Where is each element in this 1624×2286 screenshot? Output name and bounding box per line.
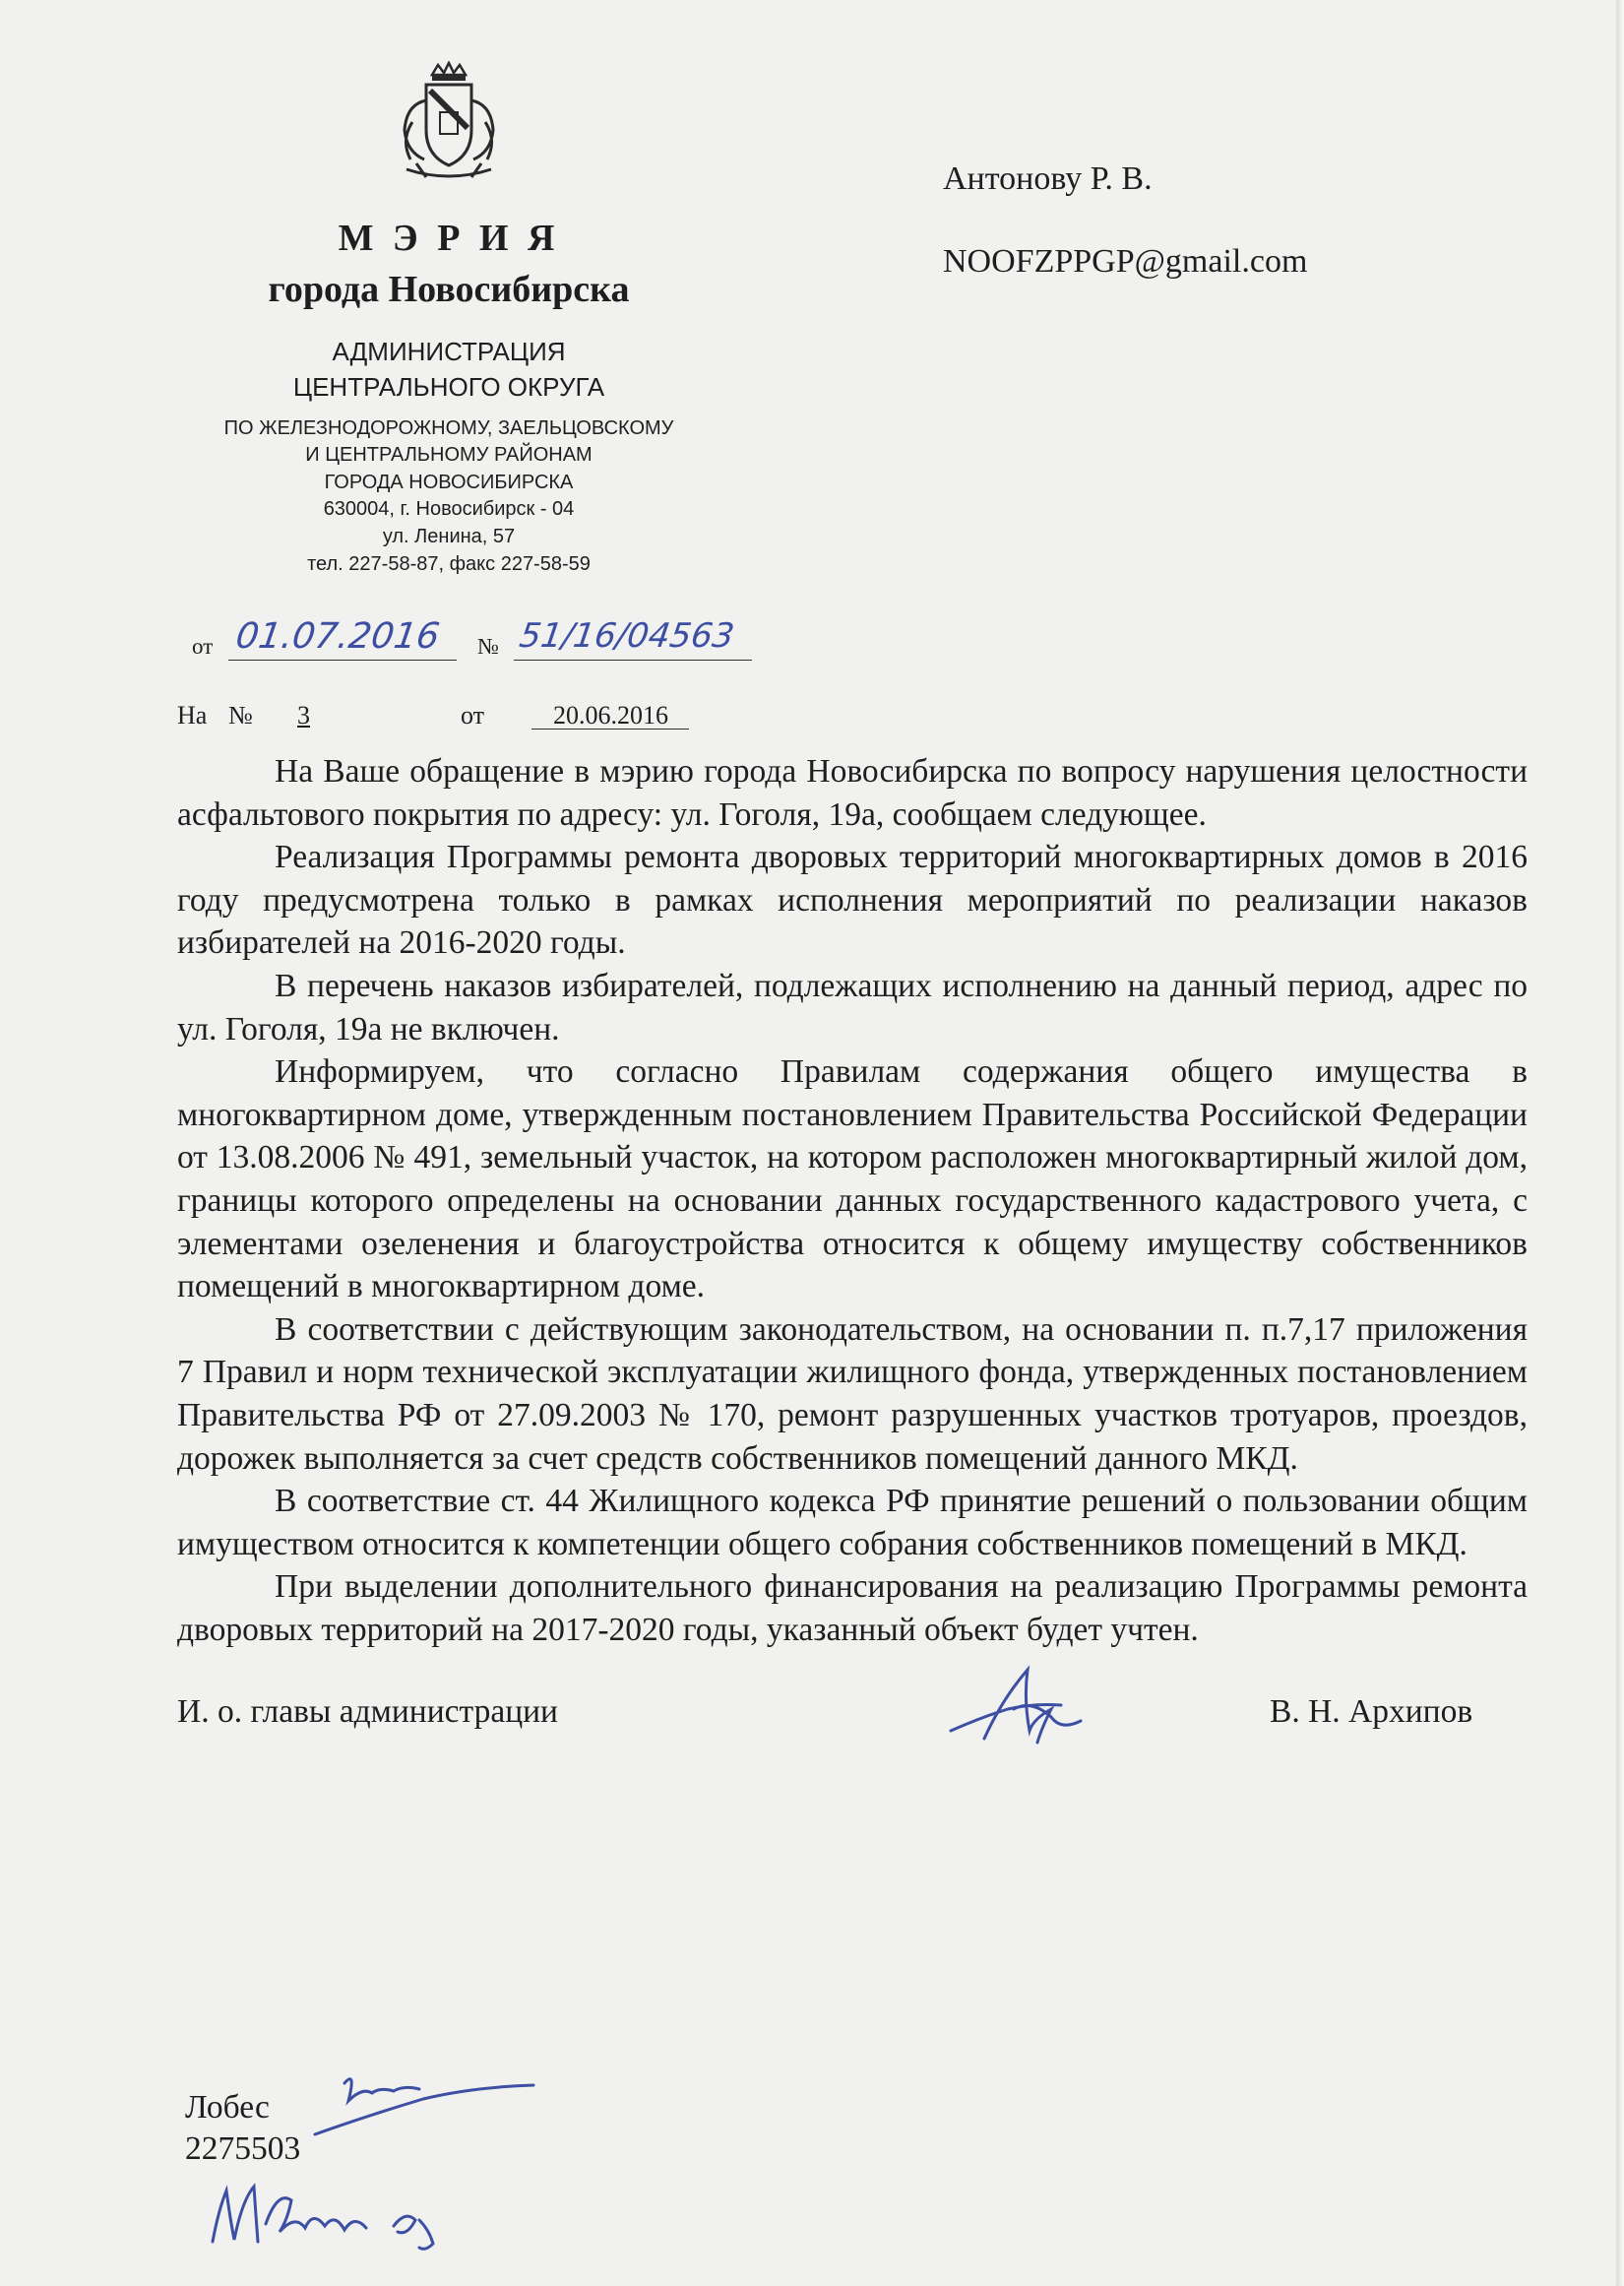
reference-label: На [177,701,208,730]
signer-name: В. Н. Архипов [1270,1693,1473,1730]
admin-title-line4: И ЦЕНТРАЛЬНОМУ РАЙОНАМ [305,444,593,466]
contacts-line: тел. 227-58-87, факс 227-58-59 [307,553,591,575]
reference-date: 20.06.2016 [553,701,668,730]
recipient-email: NOOFZPPGP@gmail.com [943,243,1308,280]
outgoing-number-handwritten: 51/16/04563 [517,616,737,656]
outgoing-date-label: от [192,634,214,659]
outgoing-number-label: № [477,634,499,659]
outgoing-date-field [228,660,457,661]
admin-title-line2: ЦЕНТРАЛЬНОГО ОКРУГА [292,372,605,402]
executor-name: Лобес [185,2089,270,2126]
reference-date-label: от [461,701,485,730]
body-paragraph: Информируем, что согласно Правилам содержания общего имущества в многоквартирном доме, утвержденным постановлением Правительства Российской Федерации от 13.08.2006 № 491, земельный участок, на котором расположен многоквартирный жилой дом, границы которого определены на основании данных государственного кадастрового учета, с элементами озеленения и благоустройства относится к общему имуществу собственников помещений в многоквартирном доме. [177,1053,1528,1305]
executor-initials-handwritten [305,2058,541,2146]
reference-number-sign: № [228,701,253,730]
org-title: М Э Р И Я [338,218,560,259]
admin-title-line5: ГОРОДА НОВОСИБИРСКА [324,472,574,493]
admin-title-line3: ПО ЖЕЛЕЗНОДОРОЖНОМУ, ЗАЕЛЬЦОВСКОМУ [223,417,674,439]
admin-title-line1: АДМИНИСТРАЦИЯ [332,337,566,366]
body-paragraph: Реализация Программы ремонта дворовых территорий многоквартирных домов в 2016 году предусмотрена только в рамках исполнения мероприятий по реализации наказов избирателей на 2016-2020 годы. [177,839,1528,962]
body-paragraph: При выделении дополнительного финансирования на реализацию Программы ремонта дворовых территорий на 2017-2020 годы, указанный объект будет учтен. [177,1568,1528,1648]
address-line1: 630004, г. Новосибирск - 04 [323,498,575,520]
body-paragraph: В соответствие ст. 44 Жилищного кодекса РФ принятие решений о пользовании общим имуществом относится к компетенции общего собрания собственников помещений в МКД. [177,1483,1528,1562]
outgoing-number-field [514,660,752,661]
body-paragraph: На Ваше обращение в мэрию города Новосибирска по вопросу нарушения целостности асфальтового покрытия по адресу: ул. Гоголя, 19а, сообщаем следующее. [177,753,1528,833]
handwritten-signature [943,1660,1100,1758]
outgoing-date-handwritten: 01.07.2016 [233,616,443,657]
body-paragraph: В соответствии с действующим законодательством, на основании п. п.7,17 приложения 7 Правил и норм технической эксплуатации жилищного фонда, утвержденных постановлением Правительства РФ от 27.09.2003 № 170, ремонт разрушенных участков тротуаров, проездов, дорожек выполняется за счет средств собственников помещений данного МКД. [177,1310,1528,1477]
handwritten-note [197,2171,453,2259]
reference-number: 3 [297,701,310,730]
recipient-name: Антонову Р. В. [943,160,1153,197]
signer-position: И. о. главы администрации [177,1693,558,1730]
page-edge [1616,0,1624,2286]
executor-phone: 2275503 [185,2130,301,2167]
letter-body [177,750,1528,1651]
address-line2: ул. Ленина, 57 [382,526,516,547]
body-paragraph: В перечень наказов избирателей, подлежащих исполнению на данный период, адрес по ул. Гоголя, 19а не включен. [177,967,1528,1048]
org-city: города Новосибирска [268,269,630,310]
city-coat-of-arms-icon [397,61,501,187]
